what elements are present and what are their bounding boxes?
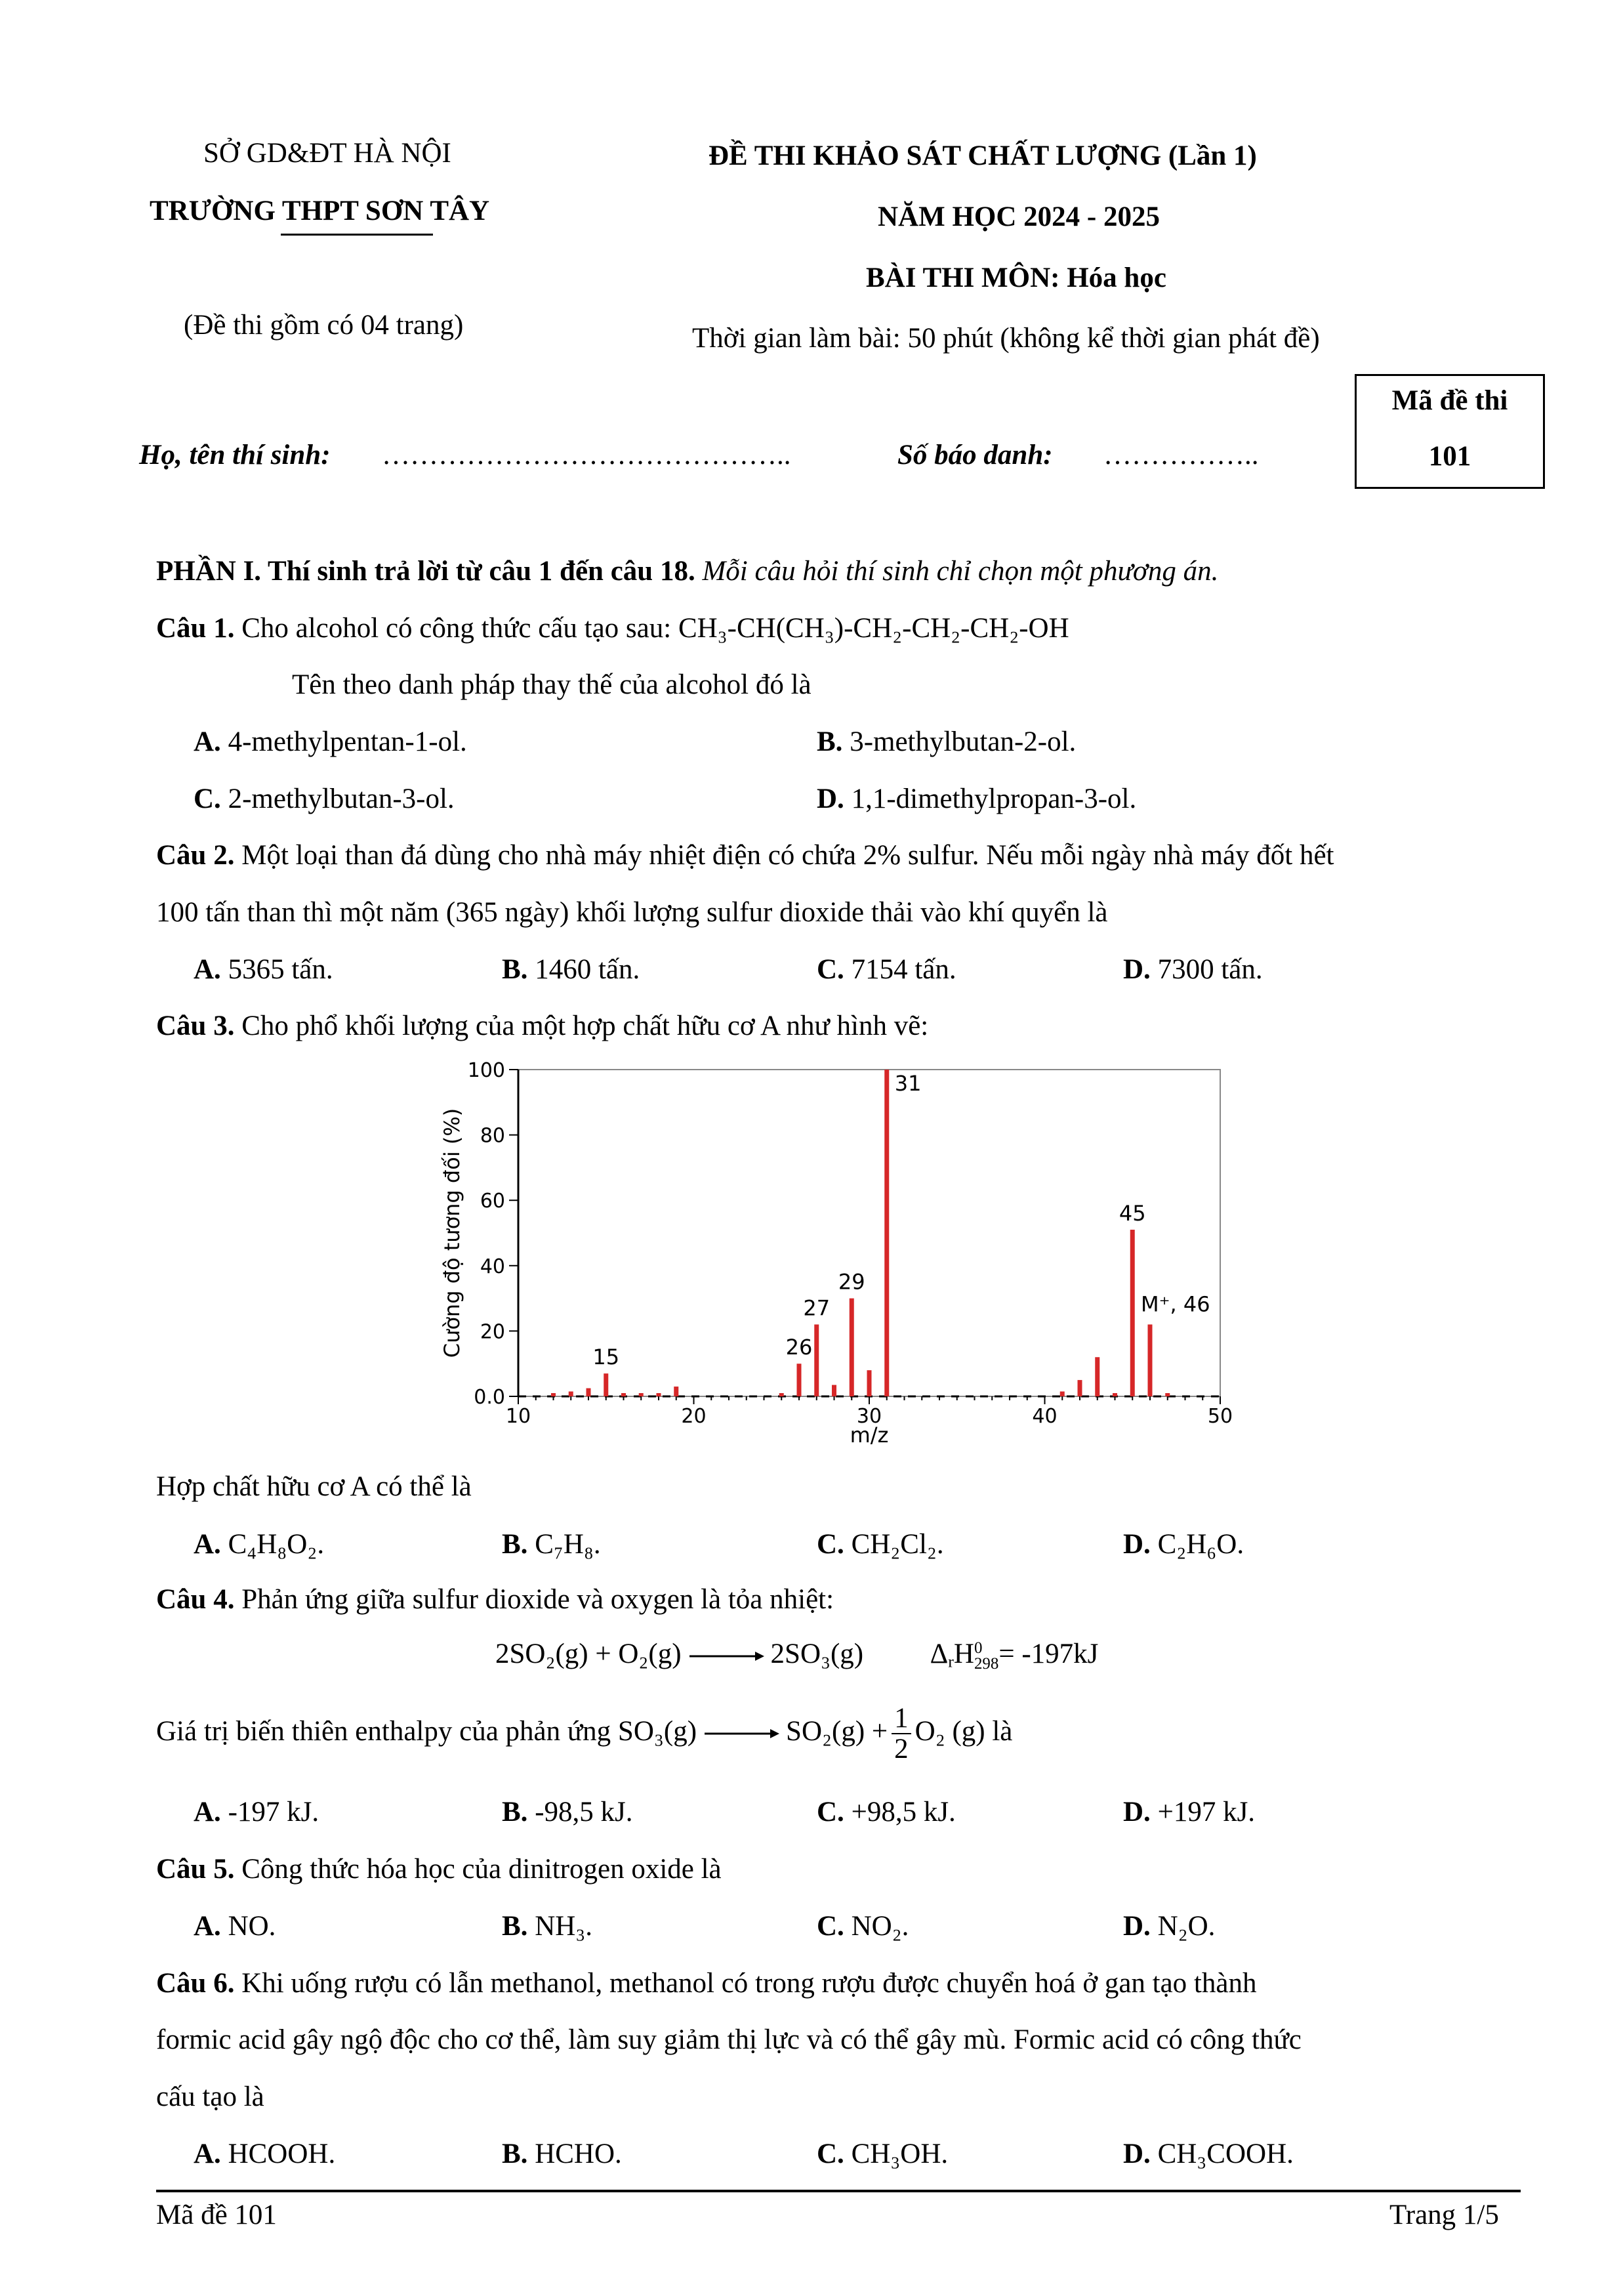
- peak-label: 26: [785, 1335, 813, 1360]
- option-key: C.: [817, 2139, 844, 2169]
- q3-label: Câu 3.: [156, 1011, 235, 1041]
- y-tick-label: 80: [480, 1124, 505, 1148]
- option-key: D.: [1123, 1797, 1151, 1827]
- option-key: B.: [502, 1529, 528, 1560]
- school-year: NĂM HỌC 2024 - 2025: [878, 201, 1160, 232]
- q6-option-b[interactable]: [502, 2137, 622, 2171]
- q2-label: Câu 2.: [156, 840, 235, 871]
- option-key: D.: [1123, 954, 1151, 985]
- q2-stem-line2: 100 tấn than thì một năm (365 ngày) khối lượng sulfur dioxide thải vào khí quyển là: [156, 897, 1108, 928]
- q5-option-c[interactable]: [817, 1910, 909, 1944]
- q4-stem: [156, 1583, 834, 1617]
- q6-stem-line1: [156, 1967, 1256, 2001]
- option-text: CH₃COOH.: [1157, 2139, 1294, 2169]
- spectrum-peak: [569, 1392, 573, 1396]
- x-axis-label: m/z: [850, 1423, 889, 1448]
- q2-text-line1: Một loại than đá dùng cho nhà máy nhiệt điện có chứa 2% sulfur. Nếu mỗi ngày nhà máy đốt hết: [241, 840, 1334, 871]
- peak-label: 45: [1119, 1201, 1146, 1226]
- q6-text-line1: Khi uống rượu có lẫn methanol, methanol có trong rượu được chuyển hoá ở gan tạo thành: [241, 1968, 1257, 1999]
- q2-option-c[interactable]: [817, 953, 956, 987]
- option-key: B.: [502, 2139, 528, 2169]
- q6-option-a[interactable]: [194, 2137, 335, 2171]
- option-text: -197 kJ.: [228, 1797, 319, 1827]
- option-text: +98,5 kJ.: [851, 1797, 956, 1827]
- q3-stem: [156, 1009, 928, 1043]
- candidate-name-label: Họ, tên thí sinh:: [139, 440, 331, 470]
- q3-option-d[interactable]: [1123, 1528, 1244, 1562]
- spectrum-peak: [867, 1370, 872, 1396]
- q1-text: Cho alcohol có công thức cấu tạo sau: CH₃-CH(CH₃)-CH₂-CH₂-CH₂-OH: [241, 613, 1069, 644]
- peak-label: 15: [592, 1345, 620, 1370]
- spectrum-peak: [674, 1387, 678, 1396]
- spectrum-peak: [1130, 1230, 1135, 1396]
- duration: Thời gian làm bài: 50 phút (không kể thời gian phát đề): [692, 323, 1320, 354]
- spectrum-peak: [586, 1388, 591, 1396]
- candidate-id-label: Số báo danh:: [897, 440, 1053, 470]
- option-key: A.: [194, 954, 221, 985]
- q1-stem: [156, 612, 1069, 646]
- peak-label: M⁺, 46: [1141, 1291, 1210, 1317]
- eq-products: 2SO₃(g): [770, 1639, 864, 1669]
- enthalpy-sub: 298: [974, 1655, 999, 1673]
- option-text: 5365 tấn.: [228, 954, 333, 985]
- q6-stem-line3: cấu tạo là: [156, 2081, 264, 2112]
- q2-option-b[interactable]: [502, 953, 640, 987]
- q4-ask-mid: SO₂(g) +: [786, 1716, 888, 1747]
- enthalpy-r-sub: r: [948, 1652, 954, 1671]
- spectrum-peak: [657, 1393, 661, 1396]
- q1-subtext: Tên theo danh pháp thay thế của alcohol đó là: [292, 669, 812, 700]
- x-tick-label: 50: [1207, 1405, 1233, 1428]
- q2-option-a[interactable]: [194, 953, 333, 987]
- q5-option-b[interactable]: [502, 1910, 592, 1944]
- spectrum-peak: [1113, 1393, 1117, 1396]
- footer-page-number: Trang 1/5: [1389, 2200, 1499, 2230]
- q1-label: Câu 1.: [156, 613, 235, 644]
- option-key: C.: [817, 1911, 844, 1942]
- option-key: C.: [817, 1797, 844, 1827]
- q3-text: Cho phổ khối lượng của một hợp chất hữu cơ A như hình vẽ:: [241, 1011, 929, 1041]
- part1-heading: [156, 554, 1218, 589]
- option-text: 4-methylpentan-1-ol.: [228, 726, 467, 757]
- option-key: C.: [817, 954, 844, 985]
- option-key: A.: [194, 1797, 221, 1827]
- spectrum-peak: [621, 1393, 626, 1396]
- option-key: D.: [1123, 1529, 1151, 1560]
- mass-spectrum-svg: [433, 1050, 1240, 1450]
- q1-option-c[interactable]: [194, 782, 455, 816]
- option-text: 3-methylbutan-2-ol.: [850, 726, 1077, 757]
- fraction-one-half: [892, 1703, 911, 1764]
- option-text: HCHO.: [535, 2139, 622, 2169]
- peak-label: 27: [803, 1295, 831, 1321]
- spectrum-peak: [1095, 1357, 1099, 1396]
- q1-option-a[interactable]: [194, 725, 467, 759]
- part1-title: PHẦN I. Thí sinh trả lời từ câu 1 đến câu 18.: [156, 556, 695, 587]
- option-key: B.: [817, 726, 843, 757]
- q3-option-c[interactable]: [817, 1528, 944, 1562]
- option-key: C.: [194, 783, 221, 814]
- x-tick-label: 40: [1032, 1405, 1058, 1428]
- x-tick-label: 20: [681, 1405, 707, 1428]
- option-key: A.: [194, 1529, 221, 1560]
- footer-rule: [156, 2190, 1521, 2192]
- q4-text: Phản ứng giữa sulfur dioxide và oxygen là tỏa nhiệt:: [241, 1584, 834, 1615]
- q4-option-a[interactable]: [194, 1795, 319, 1829]
- option-key: A.: [194, 2139, 221, 2169]
- x-tick-label: 30: [856, 1405, 882, 1428]
- q5-option-a[interactable]: [194, 1910, 276, 1944]
- y-tick-label: 40: [480, 1255, 505, 1278]
- school-name: TRƯỜNG THPT SƠN TÂY: [150, 196, 490, 226]
- enthalpy-delta: Δ: [930, 1639, 949, 1669]
- reaction-arrow-icon: [687, 1650, 766, 1663]
- option-text: C₂H₆O.: [1157, 1529, 1244, 1560]
- spectrum-peak: [1060, 1392, 1065, 1396]
- y-tick-label: 0.0: [474, 1386, 505, 1409]
- option-text: +197 kJ.: [1157, 1797, 1256, 1827]
- option-text: 2-methylbutan-3-ol.: [228, 783, 455, 814]
- q2-stem-line1: [156, 839, 1334, 873]
- q4-option-d[interactable]: [1123, 1795, 1255, 1829]
- q5-label: Câu 5.: [156, 1854, 235, 1885]
- enthalpy-h: H: [953, 1639, 974, 1669]
- option-text: 1460 tấn.: [535, 954, 640, 985]
- x-tick-label: 10: [505, 1405, 531, 1428]
- option-key: B.: [502, 1797, 528, 1827]
- option-text: NO.: [228, 1911, 276, 1942]
- q1-option-b[interactable]: [817, 725, 1076, 759]
- q4-equation: [495, 1637, 1098, 1672]
- school-underline: [281, 234, 433, 236]
- q4-ask-right: O₂ (g) là: [914, 1716, 1013, 1747]
- pages-note: (Đề thi gồm có 04 trang): [184, 310, 464, 341]
- option-text: 7154 tấn.: [851, 954, 956, 985]
- q3-option-a[interactable]: [194, 1528, 324, 1562]
- mass-spectrum-chart: [433, 1050, 1240, 1450]
- enthalpy-value: = -197kJ: [998, 1639, 1099, 1669]
- option-text: NO₂.: [851, 1911, 909, 1942]
- q4-option-c[interactable]: [817, 1795, 956, 1829]
- plot-frame: [518, 1070, 1220, 1396]
- spectrum-peak: [551, 1393, 556, 1396]
- option-text: N₂O.: [1157, 1911, 1216, 1942]
- spectrum-peak: [779, 1393, 784, 1396]
- spectrum-peak: [884, 1070, 889, 1396]
- q3-option-b[interactable]: [502, 1528, 601, 1562]
- enthalpy-indices: [974, 1640, 998, 1671]
- option-text: NH₃.: [535, 1911, 593, 1942]
- spectrum-peak: [1165, 1393, 1170, 1396]
- option-key: A.: [194, 1911, 221, 1942]
- q6-option-d[interactable]: [1123, 2137, 1294, 2171]
- department-name: SỞ GD&ĐT HÀ NỘI: [203, 138, 451, 169]
- exam-code-label: Mã đề thi: [1391, 385, 1508, 416]
- option-text: CH₃OH.: [851, 2139, 949, 2169]
- spectrum-peak: [1148, 1324, 1153, 1396]
- part1-instruction: Mỗi câu hỏi thí sinh chỉ chọn một phương án.: [702, 556, 1219, 587]
- q4-ask: [156, 1703, 1012, 1764]
- q6-label: Câu 6.: [156, 1968, 235, 1999]
- option-text: -98,5 kJ.: [535, 1797, 633, 1827]
- option-text: C₇H₈.: [535, 1529, 601, 1560]
- spectrum-peak: [850, 1299, 854, 1396]
- option-key: D.: [1123, 1911, 1151, 1942]
- subject: BÀI THI MÔN: Hóa học: [866, 262, 1166, 293]
- q1-option-d[interactable]: [817, 782, 1136, 816]
- q2-option-d[interactable]: [1123, 953, 1263, 987]
- q4-label: Câu 4.: [156, 1584, 235, 1615]
- option-key: B.: [502, 1911, 528, 1942]
- y-tick-label: 20: [480, 1320, 505, 1344]
- spectrum-peak: [604, 1373, 608, 1396]
- q5-option-d[interactable]: [1123, 1910, 1215, 1944]
- fraction-numerator: 1: [892, 1703, 911, 1734]
- eq-reactants: 2SO₂(g) + O₂(g): [495, 1639, 682, 1669]
- option-key: D.: [817, 783, 844, 814]
- candidate-name-dots: ……………………………………..: [382, 440, 791, 470]
- enthalpy-sup: 0: [974, 1639, 983, 1658]
- spectrum-peak: [1078, 1380, 1082, 1396]
- reaction-arrow-icon: [702, 1727, 781, 1740]
- option-key: A.: [194, 726, 221, 757]
- option-text: 7300 tấn.: [1157, 954, 1263, 985]
- q6-option-c[interactable]: [817, 2137, 948, 2171]
- spectrum-peak: [639, 1393, 644, 1396]
- q6-stem-line2: formic acid gây ngộ độc cho cơ thể, làm suy giảm thị lực và có thể gây mù. Formic acid có công thức: [156, 2024, 1302, 2055]
- spectrum-peak: [797, 1364, 802, 1396]
- y-axis-label: Cường độ tương đối (%): [440, 1108, 464, 1358]
- q3-ask: Hợp chất hữu cơ A có thể là: [156, 1471, 472, 1502]
- option-key: B.: [502, 954, 528, 985]
- exam-code-box: [1355, 374, 1545, 489]
- option-text: C₄H₈O₂.: [228, 1529, 325, 1560]
- q5-stem: [156, 1852, 722, 1887]
- q4-option-b[interactable]: [502, 1795, 633, 1829]
- option-text: HCOOH.: [228, 2139, 336, 2169]
- candidate-id-dots: ……………..: [1103, 440, 1259, 470]
- exam-title: ĐỀ THI KHẢO SÁT CHẤT LƯỢNG (Lần 1): [709, 140, 1257, 171]
- option-text: CH₂Cl₂.: [851, 1529, 944, 1560]
- q4-ask-left: Giá trị biến thiên enthalpy của phản ứng SO₃(g): [156, 1716, 697, 1747]
- q5-text: Công thức hóa học của dinitrogen oxide là: [241, 1854, 722, 1885]
- footer-exam-code: Mã đề 101: [156, 2200, 277, 2230]
- y-tick-label: 60: [480, 1190, 505, 1213]
- y-tick-label: 100: [467, 1059, 505, 1082]
- option-text: 1,1-dimethylpropan-3-ol.: [851, 783, 1137, 814]
- spectrum-peak: [832, 1385, 836, 1396]
- exam-code-value: 101: [1428, 441, 1471, 472]
- spectrum-peak: [814, 1324, 819, 1396]
- option-key: D.: [1123, 2139, 1151, 2169]
- peak-label: 29: [838, 1269, 865, 1295]
- fraction-denominator: 2: [894, 1734, 909, 1765]
- option-key: C.: [817, 1529, 844, 1560]
- peak-label: 31: [894, 1071, 922, 1096]
